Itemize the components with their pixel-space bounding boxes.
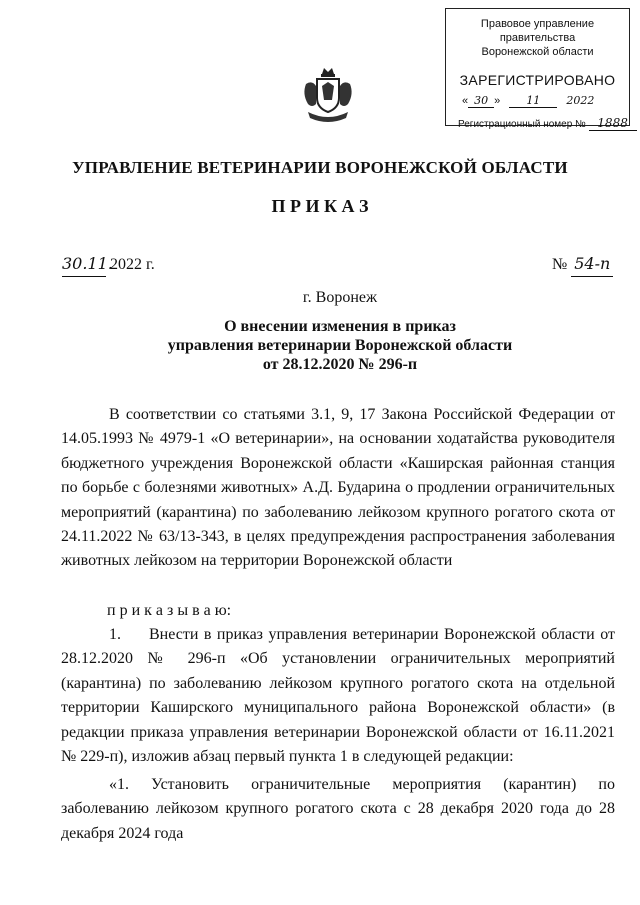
order-date [62,252,155,277]
stamp-reg-number [446,116,629,131]
item-1-number: 1. [109,626,121,643]
stamp-reg-number-label: Регистрационный номер № [458,119,586,130]
registration-stamp [445,8,630,130]
stamp-registered: ЗАРЕГИСТРИРОВАНО [459,72,616,88]
order-number-prefix: № [552,256,568,273]
orders-word: п р и к а з ы в а ю: [107,602,232,619]
coat-of-arms-emblem [300,64,356,128]
preamble-paragraph: В соответствии со статьями 3.1, 9, 17 Закона Российской Федерации от 14.05.1993 № 4979-1 «О ветеринарии», на основании ходатайства руководителя бюджетного учреждения Воронежской области «Каширская районная станция по борьбе с болезнями животных» А.Д. Бударина о продлении ограничительных мероприятий (карантина) по заболеванию лейкозом крупного рогатого скота от 24.11.2022 № 63/13-343, в целях предупреждения распространения заболевания животных лейкозом на территории Воронежской области [61,406,615,570]
stamp-reg-number-value: 1888 [589,116,637,131]
stamp-date: « 30 » 11 2022 [462,94,595,107]
order-subject-line3: от 28.12.2020 № 296-п [262,356,418,373]
order-number-handwritten: 54-п [571,252,613,277]
stamp-date-month: 11 [509,94,557,108]
stamp-line2: Воронежской области [481,46,594,58]
stamp-date-year: 2022 [566,94,595,107]
item-1-text: Внести в приказ управления ветеринарии Воронежской области от 28.12.2020 № 296-п «Об установлении ограничительных мероприятий (карантина) по заболеванию лейкозом крупного рогатого скота на отдельной территории Каширского муниципального района Воронежской области» (в редакции приказа управления ветеринарии Воронежской области от 16.11.2021 № 229-п), изложив абзац первый пункта 1 в следующей редакции: [61,626,615,766]
stamp-line1: Правовое управление правительства [480,18,595,44]
order-subject-line1: О внесении изменения в приказ [224,318,456,335]
organization-title: УПРАВЛЕНИЕ ВЕТЕРИНАРИИ ВОРОНЕЖСКОЙ ОБЛАСТИ [72,158,568,177]
order-date-year: 2022 г. [110,256,155,273]
item-1-paragraph [61,623,615,769]
order-number [552,252,613,277]
order-subject [0,317,640,374]
order-date-handwritten: 30.11. [62,252,106,277]
city: г. Воронеж [302,289,378,306]
order-subject-line2: управления ветеринарии Воронежской области [167,337,513,354]
document-type: П Р И К А З [271,196,369,216]
stamp-date-day: 30 [468,94,494,108]
quoted-item-paragraph: «1. Установить ограничительные мероприятия (карантин) по заболеванию лейкозом крупного рогатого скота с 28 декабря 2020 года до 28 декабря 2024 года [61,776,615,842]
